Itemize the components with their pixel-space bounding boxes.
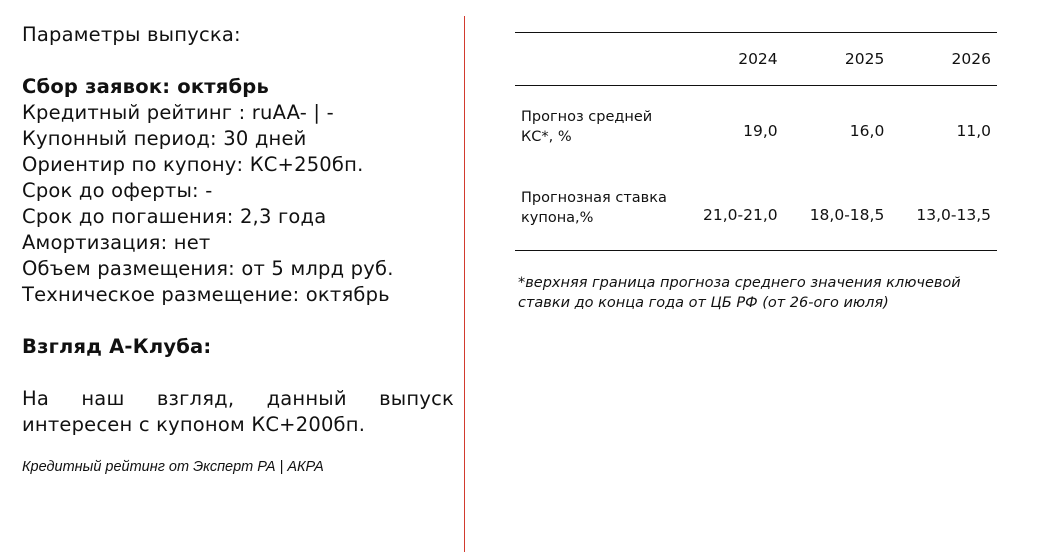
cell-coupon-2026: 13,0-13,5 — [890, 166, 997, 251]
rating-source-note: Кредитный рейтинг от Эксперт РА | АКРА — [22, 459, 324, 475]
parameters-heading: Параметры выпуска: — [22, 23, 241, 46]
cell-coupon-2024: 21,0-21,0 — [677, 166, 784, 251]
table-row — [515, 86, 997, 167]
view-text: На наш взгляд, данный выпуск интересен с купоном КС+200бп. — [22, 387, 454, 436]
book-building-line: Сбор заявок: октябрь — [22, 75, 269, 98]
cell-key-rate-2025: 16,0 — [849, 122, 885, 140]
param-technical-placement: Техническое размещение: октябрь — [22, 283, 390, 306]
param-volume: Объем размещения: от 5 млрд руб. — [22, 257, 394, 280]
vertical-divider — [464, 16, 465, 552]
cell-key-rate-2026: 11,0 — [956, 122, 991, 140]
row-label-key-rate: Прогноз средней КС*, % — [521, 109, 653, 145]
header-2026: 2026 — [890, 33, 997, 86]
param-coupon-guidance: Ориентир по купону: КС+250бп. — [22, 153, 364, 176]
table-footnote: *верхняя граница прогноза среднего значения ключевой ставки до конца года от ЦБ РФ (от 26-ого июля) — [518, 275, 961, 311]
bond-parameters-panel — [22, 22, 454, 476]
table-header-row — [515, 33, 997, 86]
table-row — [515, 166, 997, 251]
cell-key-rate-2024: 19,0 — [743, 122, 778, 140]
param-maturity: Срок до погашения: 2,3 года — [22, 205, 327, 228]
view-heading: Взгляд А-Клуба: — [22, 335, 212, 358]
param-offer-term: Срок до оферты: - — [22, 179, 213, 202]
param-amortization: Амортизация: нет — [22, 231, 211, 254]
param-coupon-period: Купонный период: 30 дней — [22, 127, 307, 150]
forecast-table-section — [515, 32, 997, 313]
cell-coupon-2025: 18,0-18,5 — [784, 166, 891, 251]
param-credit-rating: Кредитный рейтинг : ruAA- | - — [22, 101, 334, 124]
row-label-coupon-rate: Прогнозная ставка купона,% — [515, 166, 677, 251]
forecast-table — [515, 32, 997, 251]
header-2024: 2024 — [677, 33, 784, 86]
header-2025: 2025 — [784, 33, 891, 86]
header-empty — [515, 33, 677, 86]
